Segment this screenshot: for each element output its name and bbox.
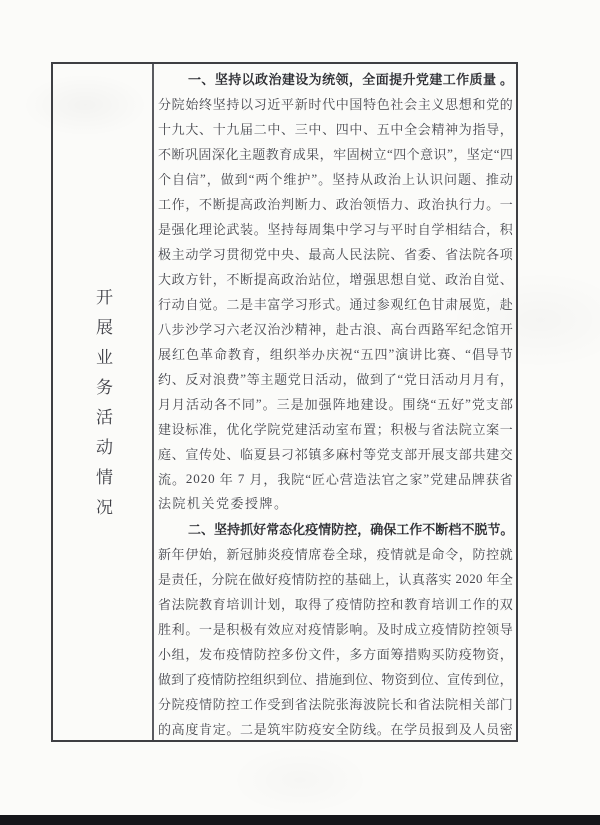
text-line: 做 到 了 疫 情 防 控 组 织 到 位 、 措 施 到 位 、 物 资 到 位 、 宣 传 到 位 ，: [158, 672, 513, 687]
scan-edge-bar: [0, 815, 600, 825]
text-line: 流 。 2 0 2 0 年 7 月 ， 我 院 “ 匠 心 营 造 法 官 之 家 ” 党 建 品 牌 获 省: [158, 470, 513, 487]
text-line: 新 年 伊 始 ， 新 冠 肺 炎 疫 情 席 卷 全 球 ， 疫 情 就 是 命 令 ， 防 控 就: [158, 547, 513, 562]
text-line: 建 设 标 准 ， 优 化 学 院 党 建 活 动 室 布 置 ； 积 极 与 省 法 院 立 案 一: [158, 422, 513, 437]
text-line: 不 断 巩 固 深 化 主 题 教 育 成 果 ， 牢 固 树 立 “ 四 个 意 识 ” ， 坚 定 “ 四: [158, 145, 513, 162]
row-label-vertical-text: 开展业务活动情况: [93, 288, 112, 528]
text-line: 展 红 色 革 命 教 育 ， 组 织 举 办 庆 祝 “ 五 四 ” 演 讲 比 赛 、 “ 倡 导 节: [158, 345, 513, 362]
content-lines: [158, 66, 513, 740]
text-line: 分 院 始 终 坚 持 以 习 近 平 新 时 代 中 国 特 色 社 会 主 义 思 想 和 党 的: [158, 97, 513, 112]
text-line: 月 月 活 动 各 不 同 ” 。 三 是 加 强 阵 地 建 设 。 围 绕 “ 五 好 ” 党 支 部: [158, 395, 513, 412]
text-line: 极 主 动 学 习 贯 彻 党 中 央 、 最 高 人 民 法 院 、 省 委 、 省 法 院 各 项: [158, 247, 513, 262]
text-line: 分 院 疫 情 防 控 工 作 受 到 省 法 院 张 海 波 院 长 和 省 法 院 相 关 部 门: [158, 697, 513, 712]
section-heading-line: 一 、 坚 持 以 政 治 建 设 为 统 领 ， 全 面 提 升 党 建 工 作 质 量 。: [188, 72, 513, 87]
text-line: 八 步 沙 学 习 六 老 汉 治 沙 精 神 ， 赴 古 浪 、 高 台 西 路 军 纪 念 馆 开: [158, 322, 513, 337]
text-line: 是 责 任 ， 分 院 在 做 好 疫 情 防 控 的 基 础 上 ， 认 真 落 实 2 0 2 0 年 全: [158, 570, 513, 587]
content-cell: [154, 64, 516, 740]
row-label-cell: [53, 64, 154, 740]
text-line: 工 作 ， 不 断 提 高 政 治 判 断 力 、 政 治 领 悟 力 、 政 治 执 行 力 。 一: [158, 197, 513, 212]
text-line: 小 组 ， 发 布 疫 情 防 控 多 份 文 件 ， 多 方 面 筹 措 购 买 防 疫 物 资 ，: [158, 647, 513, 662]
section-heading-line: 二 、 坚 持 抓 好 常 态 化 疫 情 防 控 ， 确 保 工 作 不 断 档 不 脱 节 。: [188, 522, 513, 537]
text-line: 庭 、 宣 传 处 、 临 夏 县 刁 祁 镇 多 麻 村 等 党 支 部 开 展 支 部 共 建 交: [158, 447, 513, 462]
text-line: 法院机关党委授牌。: [158, 496, 289, 511]
text-line: 省 法 院 教 育 培 训 计 划 ， 取 得 了 疫 情 防 控 和 教 育 培 训 工 作 的 双: [158, 597, 513, 612]
report-table: [51, 62, 518, 742]
text-line: 个 自 信 ” ， 做 到 “ 两 个 维 护 ” 。 坚 持 从 政 治 上 认 识 问 题 、 推 动: [158, 170, 513, 187]
text-line: 是 强 化 理 论 武 装 。 坚 持 每 周 集 中 学 习 与 平 时 自 学 相 结 合 ， 积: [158, 222, 513, 237]
text-line: 十 九 大 、 十 九 届 二 中 、 三 中 、 四 中 、 五 中 全 会 精 神 为 指 导 ，: [158, 122, 513, 137]
text-line: 行 动 自 觉 。 二 是 丰 富 学 习 形 式 。 通 过 参 观 红 色 甘 肃 展 览 ， 赴: [158, 297, 513, 312]
text-line: 胜 利 。 一 是 积 极 有 效 应 对 疫 情 影 响 。 及 时 成 立 疫 情 防 控 领 导: [158, 622, 513, 637]
text-line: 大 政 方 针 ， 不 断 提 高 政 治 站 位 ， 增 强 思 想 自 觉 、 政 治 自 觉 、: [158, 272, 513, 287]
text-line: 的 高 度 肯 定 。 二 是 筑 牢 防 疫 安 全 防 线 。 在 学 员 报 到 及 人 员 密: [158, 722, 513, 737]
text-line: 约 、 反 对 浪 费 ” 等 主 题 党 日 活 动 ， 做 到 了 “ 党 日 活 动 月 月 有 ，: [158, 370, 513, 387]
